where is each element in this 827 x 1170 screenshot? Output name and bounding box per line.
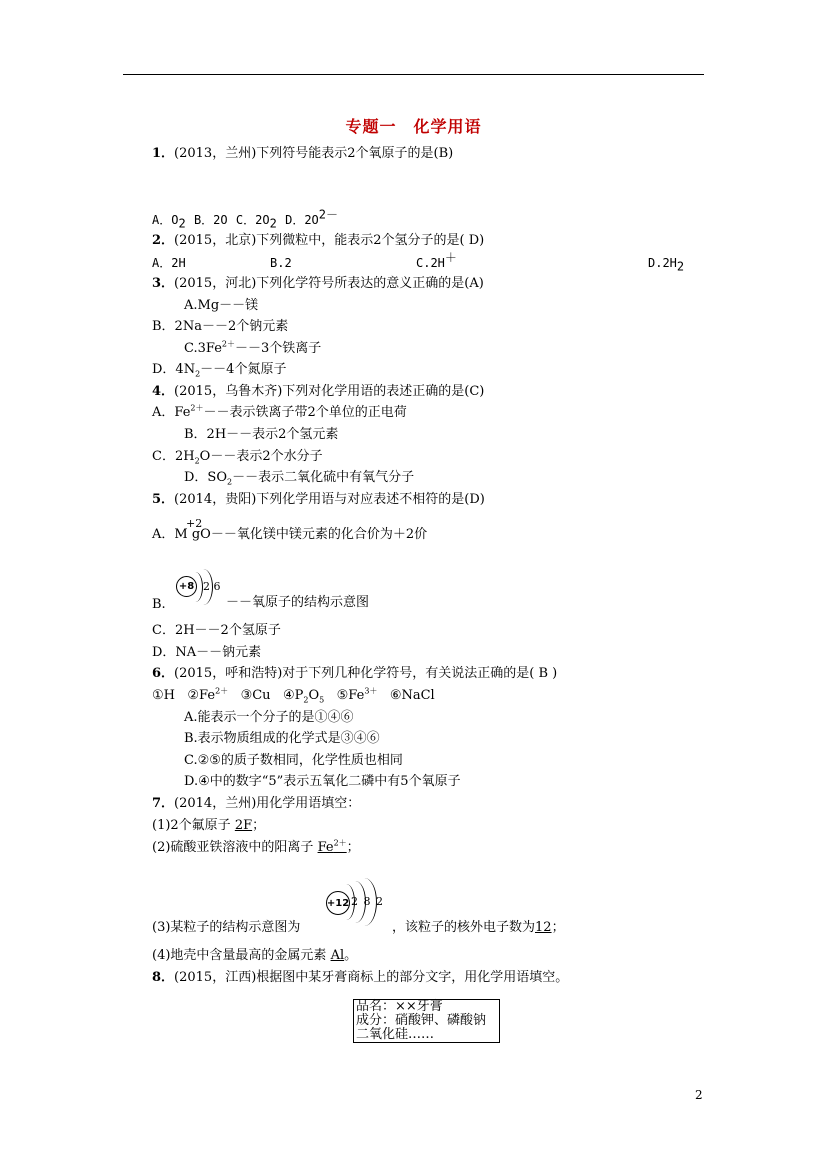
nucleus-circle: +12 — [326, 891, 350, 915]
nucleus-circle: +8 — [176, 576, 197, 597]
question-3-option-b: B．2Na－－2个钠元素 — [152, 319, 289, 334]
question-4-option-d: D．$SO_2--$表示二氧化硫中有氧气分子 — [184, 470, 415, 487]
question-6-option-d: D.④中的数字“5”表示五氧化二磷中有5个氧原子 — [184, 774, 461, 789]
page-title: 专题一 化学用语 — [345, 117, 482, 136]
question-3-option-a: A.Mg－－镁 — [184, 298, 259, 313]
question-2-option-d: $D.2H_2$ — [648, 256, 685, 274]
question-3-option-d: D．$4N_2--4$个氮原子 — [152, 362, 287, 379]
label-line: 成分：硝酸钾、磷酸钠 — [356, 1013, 487, 1028]
label-line: 品名：××牙膏 — [356, 999, 443, 1014]
toothpaste-label-box — [353, 999, 500, 1043]
question-7-part-3: ，该粒子的核外电子数为12； — [392, 920, 565, 935]
valence-mark: +2 — [186, 517, 203, 530]
question-7-part-2: (2)硫酸亚铁溶液中的阳离子 $Fe^{2+}$； — [152, 838, 360, 855]
question-3-option-c: $C.3Fe^{2+}--3$个铁离子 — [184, 339, 322, 356]
question-4-option-c: C．$2H_2O--$表示2个水分子 — [152, 449, 323, 466]
question-7-part-1: (1)2个氟原子 2F； — [152, 818, 266, 833]
question-6: 6．(2015，呼和浩特)对于下列几种化学符号，有关说法正确的是( B ) — [152, 666, 558, 681]
question-8: 8．(2015，江西)根据图中某牙膏商标上的部分文字，用化学用语填空。 — [152, 970, 569, 985]
question-4-option-b: B．2H－－表示2个氢元素 — [184, 427, 339, 442]
question-2: 2．(2015，北京)下列微粒中，能表示2个氢分子的是( D) — [152, 233, 485, 248]
question-4-option-a: A．$Fe^{2+}--$表示铁离子带2个单位的正电荷 — [152, 403, 407, 420]
question-2-option-b: B.2 — [270, 256, 292, 270]
particle-structure-diagram — [326, 882, 386, 922]
question-4: 4．(2015，乌鲁木齐)下列对化学用语的表述正确的是(C) — [152, 384, 485, 399]
label-line: 二氧化硅…… — [356, 1027, 435, 1042]
question-6-option-a: A.能表示一个分子的是①④⑥ — [184, 710, 354, 725]
question-5-option-b-text: －－氧原子的结构示意图 — [226, 595, 370, 610]
question-5-option-d: D．NA－－钠元素 — [152, 645, 262, 660]
shell-electrons: 2 8 2 — [351, 895, 384, 908]
question-7-part-3-prefix: (3)某粒子的结构示意图为 — [152, 920, 301, 935]
question-2-option-c: C.2H＋ — [416, 250, 457, 270]
question-5-option-b-label: B. — [152, 597, 166, 612]
question-1: 1．(2013，兰州)下列符号能表示2个氧原子的是(B) — [152, 146, 454, 161]
question-5-option-a: A．M gO－－氧化镁中镁元素的化合价为＋2价 — [152, 527, 428, 542]
question-7-part-4: (4)地壳中含量最高的金属元素 Al。 — [152, 948, 358, 963]
question-5: 5．(2014，贵阳)下列化学用语与对应表述不相符的是(D) — [152, 492, 485, 507]
oxygen-atom-diagram — [176, 572, 226, 608]
question-7: 7．(2014，兰州)用化学用语填空： — [152, 796, 361, 811]
question-2-option-a: A．2H — [152, 256, 186, 270]
header-rule — [123, 74, 704, 75]
question-5-option-c: C．2H－－2个氢原子 — [152, 623, 281, 638]
shell-electrons: 2 6 — [203, 580, 221, 593]
question-1-options: A．$O_2$ B．2O C．$2O_2$ D．$2O^{2-}$ — [152, 207, 339, 231]
page-number: 2 — [695, 1088, 703, 1102]
question-6-option-c: C.②⑤的质子数相同，化学性质也相同 — [184, 753, 403, 768]
question-3: 3．(2015，河北)下列化学符号所表达的意义正确的是(A) — [152, 276, 484, 291]
question-6-option-b: B.表示物质组成的化学式是③④⑥ — [184, 731, 380, 746]
question-6-symbol-list: ①H $②Fe^{2+}$ ③Cu $④P_2O_5$ $⑤Fe^{3+}$ ⑥NaCl — [152, 686, 435, 705]
